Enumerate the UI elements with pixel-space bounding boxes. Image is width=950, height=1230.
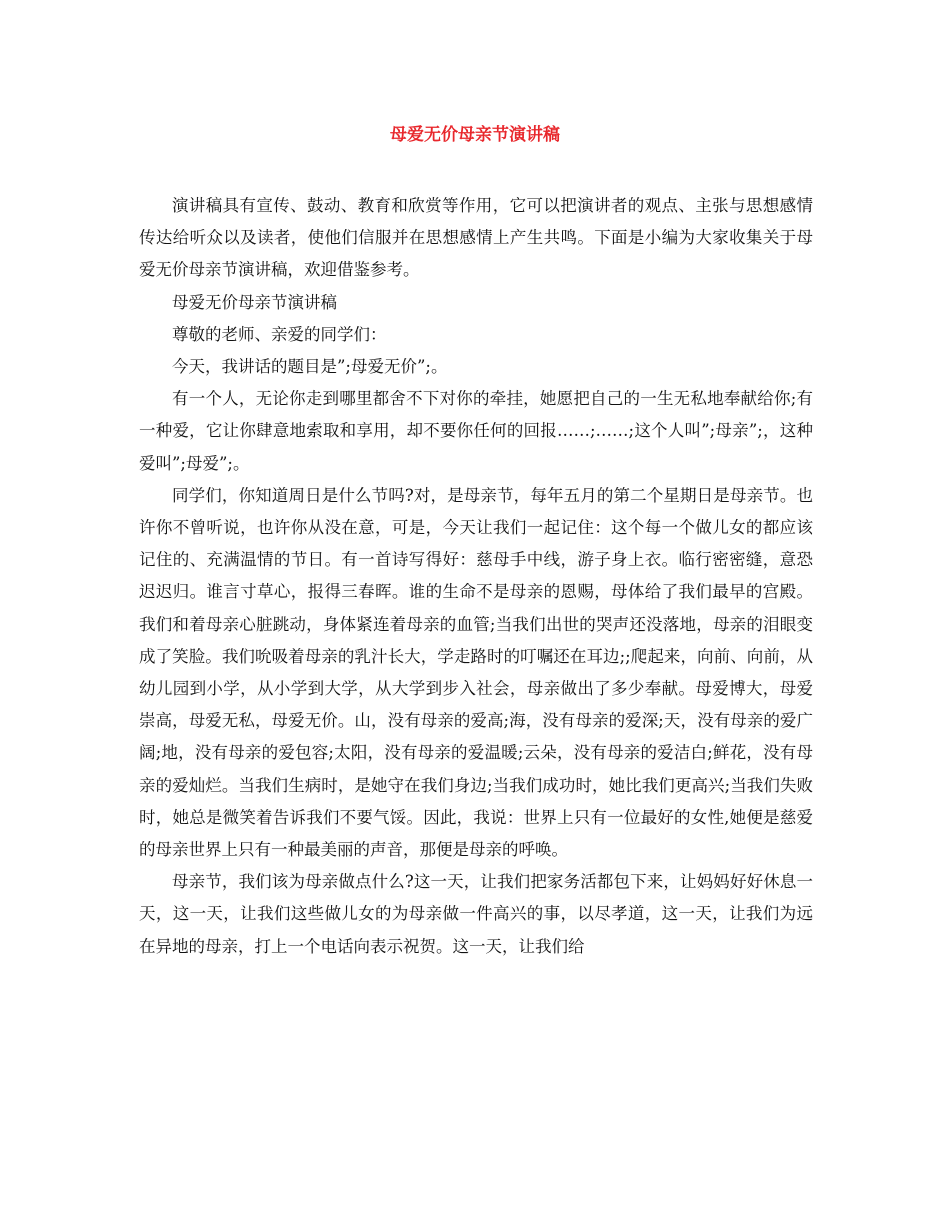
paragraph-topic: 今天，我讲话的题目是”;母爱无价”;。 [172, 357, 448, 377]
paragraph-body-2: 同学们，你知道周日是什么节吗?对，是母亲节，每年五月的第二个星期日是母亲节。也许你不曾听说，也许你从没在意，可是，今天让我们一起记住：这个每一个做儿女的都应该记住的、充满温情的节日。有一首诗写得好：慈母手中线，游子身上衣。临行密密缝，意恐迟迟归。谁言寸草心，报得三春晖。谁的生命不是母亲的恩赐，母体给了我们最早的宫殿。我们和着母亲心脏跳动，身体紧连着母亲的血管;当我们出世的哭声还没落地，母亲的泪眼变成了笑脸。我们吮吸着母亲的乳汁长大，学走路时的叮嘱还在耳边;;爬起来，向前、向前，从幼儿园到小学，从小学到大学，从大学到步入社会，母亲做出了多少奉献。母爱博大，母爱崇高，母爱无私，母爱无价。山，没有母亲的爱高;海，没有母亲的爱深;天，没有母亲的爱广阔;地，没有母亲的爱包容;太阳，没有母亲的爱温暖;云朵，没有母亲的爱洁白;鲜花，没有母亲的爱灿烂。当我们生病时，是她守在我们身边;当我们成功时，她比我们更高兴;当我们失败时，她总是微笑着告诉我们不要气馁。因此，我说：世界上只有一位最好的女性,她便是慈爱的母亲世界上只有一种最美丽的声音，那便是母亲的呼唤。 [139, 485, 813, 860]
paragraph-body-3: 母亲节，我们该为母亲做点什么?这一天，让我们把家务活都包下来，让妈妈好好休息一天，这一天，让我们这些做儿女的为母亲做一件高兴的事，以尽孝道，这一天，让我们为远在异地的母亲，打上一个电话向表示祝贺。这一天，让我们给 [139, 872, 813, 956]
paragraph-body-1: 有一个人，无论你走到哪里都舍不下对你的牵挂，她愿把自己的一生无私地奉献给你;有一种爱，它让你肆意地索取和享用，却不要你任何的回报……;……;这个人叫”;母亲”;，这种爱叫”;母爱”;。 [139, 389, 813, 473]
document-body [139, 190, 813, 963]
document-title: 母爱无价母亲节演讲稿 [390, 125, 560, 145]
paragraph-intro: 演讲稿具有宣传、鼓动、教育和欣赏等作用，它可以把演讲者的观点、主张与思想感情传达给听众以及读者，使他们信服并在思想感情上产生共鸣。下面是小编为大家收集关于母爱无价母亲节演讲稿，欢迎借鉴参考。 [139, 196, 813, 280]
paragraph-subtitle: 母爱无价母亲节演讲稿 [172, 292, 337, 312]
paragraph-greeting: 尊敬的老师、亲爱的同学们： [172, 324, 387, 344]
